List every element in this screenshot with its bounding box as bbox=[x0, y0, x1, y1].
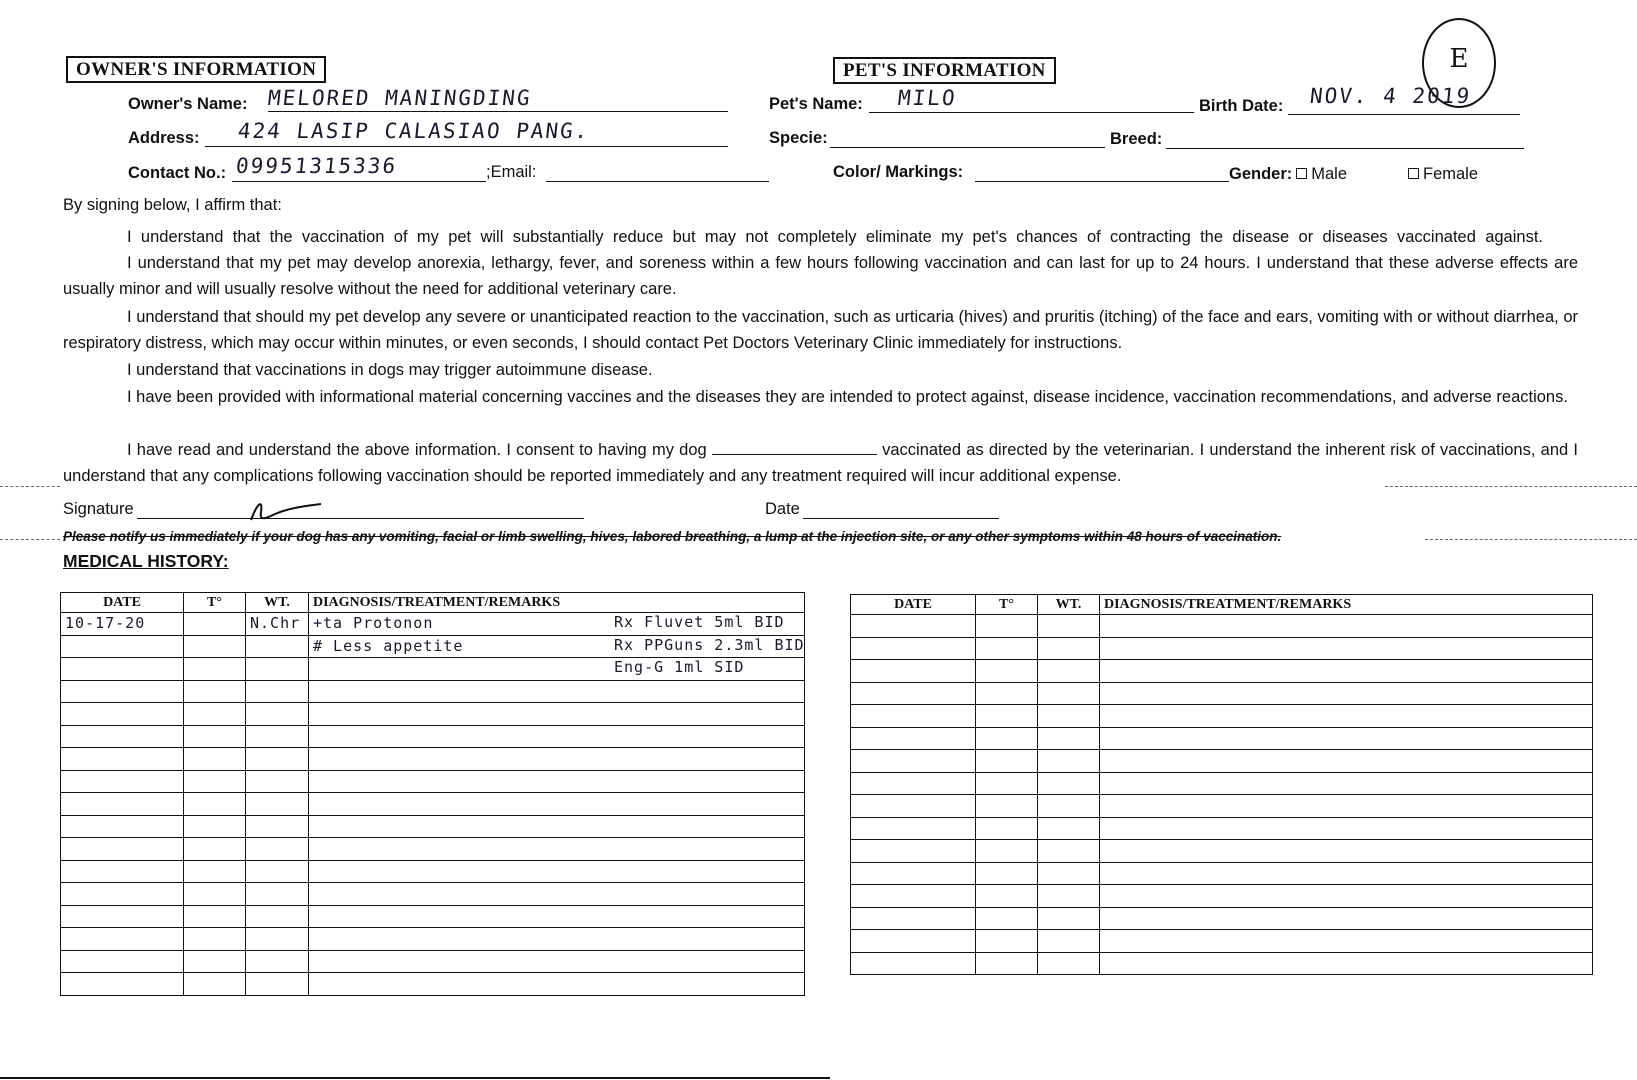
pet-name-line bbox=[869, 112, 1194, 113]
table-cell-date[interactable] bbox=[61, 748, 184, 771]
table-cell-wt[interactable] bbox=[1038, 615, 1100, 638]
table-cell-remarks[interactable] bbox=[309, 770, 805, 793]
pet-info-heading: PET'S INFORMATION bbox=[833, 57, 1056, 84]
table-cell-wt[interactable] bbox=[246, 905, 309, 928]
table-cell-remarks[interactable] bbox=[1100, 727, 1593, 750]
table-row bbox=[851, 682, 1593, 705]
table-row bbox=[851, 885, 1593, 908]
table-cell-remarks[interactable] bbox=[309, 748, 805, 771]
table-cell-wt[interactable] bbox=[1038, 952, 1100, 975]
table-cell-temp[interactable] bbox=[976, 840, 1038, 863]
table-cell-temp[interactable] bbox=[976, 952, 1038, 975]
breed-label: Breed: bbox=[1110, 130, 1163, 148]
female-label: Female bbox=[1423, 165, 1479, 183]
table-cell-date[interactable] bbox=[851, 817, 976, 840]
table-cell-remarks[interactable] bbox=[1100, 772, 1593, 795]
table-row bbox=[851, 705, 1593, 728]
table-cell-temp[interactable] bbox=[976, 795, 1038, 818]
table-cell-remarks[interactable] bbox=[1100, 705, 1593, 728]
col-date: DATE bbox=[61, 593, 184, 613]
table-row bbox=[851, 660, 1593, 683]
table-row bbox=[61, 703, 805, 726]
table-cell-temp[interactable] bbox=[184, 860, 246, 883]
table-cell-wt[interactable] bbox=[246, 838, 309, 861]
table-cell-temp[interactable] bbox=[976, 682, 1038, 705]
table-row bbox=[61, 973, 805, 996]
table-cell-remarks[interactable] bbox=[1100, 637, 1593, 660]
owner-name-line bbox=[268, 111, 728, 112]
handwritten-remarks: # Less appetite bbox=[313, 636, 464, 655]
cut-line-left bbox=[0, 539, 60, 540]
handwritten-date: 10-17-20 bbox=[65, 614, 146, 633]
table-cell-date[interactable] bbox=[851, 885, 976, 908]
table-cell-temp[interactable] bbox=[976, 705, 1038, 728]
table-cell-temp[interactable] bbox=[976, 660, 1038, 683]
table-cell-wt[interactable] bbox=[1038, 885, 1100, 908]
table-cell-remarks[interactable] bbox=[1100, 795, 1593, 818]
owner-name-value[interactable]: MELORED MANINGDING bbox=[266, 86, 533, 110]
table-cell-remarks[interactable] bbox=[1100, 952, 1593, 975]
table-cell-wt[interactable] bbox=[1038, 727, 1100, 750]
color-markings-line[interactable] bbox=[975, 181, 1229, 182]
table-row bbox=[61, 905, 805, 928]
table-cell-wt[interactable] bbox=[246, 680, 309, 703]
table-cell-wt[interactable] bbox=[1038, 840, 1100, 863]
table-cell-temp[interactable] bbox=[976, 615, 1038, 638]
table-cell-date[interactable] bbox=[851, 795, 976, 818]
fold-line-1 bbox=[0, 486, 60, 487]
female-group bbox=[1404, 165, 1478, 184]
table-row bbox=[851, 615, 1593, 638]
gender-label: Gender: bbox=[1229, 165, 1293, 183]
medical-history-table-left bbox=[60, 592, 805, 996]
table-cell-wt[interactable] bbox=[1038, 637, 1100, 660]
table-cell-temp[interactable] bbox=[976, 885, 1038, 908]
table-row bbox=[61, 770, 805, 793]
consent-paragraph-4: I understand that vaccinations in dogs may trigger autoimmune disease. bbox=[127, 361, 653, 379]
table-row bbox=[851, 907, 1593, 930]
table-row bbox=[851, 637, 1593, 660]
handwritten-remarks: +ta Protonon bbox=[313, 614, 434, 633]
table-cell-temp[interactable] bbox=[976, 862, 1038, 885]
consent-paragraph-2: I understand that my pet may develop anorexia, lethargy, fever, and soreness within a few hours following vaccination and can last for up to 24 hours. I understand that these adverse effects are usually minor and will usually resolve without the need for additional veterinary care. bbox=[63, 254, 1578, 298]
table-cell-date[interactable] bbox=[851, 907, 976, 930]
table-cell-wt[interactable] bbox=[246, 725, 309, 748]
contact-label: Contact No.: bbox=[128, 164, 227, 182]
table-cell-temp[interactable] bbox=[976, 727, 1038, 750]
table-cell-date[interactable] bbox=[851, 952, 976, 975]
table-row bbox=[61, 658, 805, 681]
table-cell-remarks[interactable] bbox=[1100, 660, 1593, 683]
table-cell-wt[interactable] bbox=[1038, 862, 1100, 885]
table-cell-wt[interactable] bbox=[246, 703, 309, 726]
signature-mark bbox=[245, 496, 325, 531]
table-cell-temp[interactable] bbox=[184, 838, 246, 861]
male-checkbox[interactable] bbox=[1296, 168, 1307, 179]
table-row bbox=[61, 838, 805, 861]
table-cell-date[interactable] bbox=[851, 750, 976, 773]
col-temp: T° bbox=[184, 593, 246, 613]
table-cell-remarks[interactable] bbox=[309, 973, 805, 996]
table-row bbox=[851, 862, 1593, 885]
table-cell-temp[interactable] bbox=[976, 750, 1038, 773]
table-cell-wt[interactable] bbox=[246, 928, 309, 951]
dog-name-blank[interactable] bbox=[712, 440, 877, 455]
table-cell-date[interactable] bbox=[61, 883, 184, 906]
cut-line-right bbox=[1425, 539, 1637, 540]
table-cell-date[interactable] bbox=[61, 973, 184, 996]
female-checkbox[interactable] bbox=[1408, 168, 1419, 179]
table-cell-wt[interactable] bbox=[246, 635, 309, 658]
col-diagnosis: DIAGNOSIS/TREATMENT/REMARKS bbox=[309, 593, 805, 613]
table-row bbox=[851, 795, 1593, 818]
table-cell-wt[interactable] bbox=[1038, 750, 1100, 773]
email-line[interactable] bbox=[546, 181, 769, 182]
table-cell-temp[interactable] bbox=[976, 817, 1038, 840]
table-row bbox=[61, 635, 805, 658]
table-row bbox=[61, 928, 805, 951]
table-cell-wt[interactable] bbox=[246, 973, 309, 996]
table-cell-remarks[interactable] bbox=[309, 905, 805, 928]
table-cell-temp[interactable] bbox=[184, 725, 246, 748]
table-cell-date[interactable] bbox=[61, 635, 184, 658]
table-cell-temp[interactable] bbox=[184, 748, 246, 771]
table-cell-date[interactable] bbox=[851, 637, 976, 660]
table-row bbox=[851, 840, 1593, 863]
table-cell-date[interactable] bbox=[61, 680, 184, 703]
table-cell-wt[interactable] bbox=[246, 770, 309, 793]
table-cell-remarks[interactable] bbox=[1100, 840, 1593, 863]
table-cell-wt[interactable] bbox=[246, 613, 309, 636]
table-cell-temp[interactable] bbox=[976, 907, 1038, 930]
signature-line[interactable] bbox=[137, 518, 584, 519]
table-cell-temp[interactable] bbox=[184, 680, 246, 703]
table-cell-wt[interactable] bbox=[246, 658, 309, 681]
table-cell-temp[interactable] bbox=[184, 883, 246, 906]
color-markings-label: Color/ Markings: bbox=[833, 163, 964, 181]
table-cell-remarks[interactable] bbox=[1100, 930, 1593, 953]
consent-paragraph-5: I have been provided with informational material concerning vaccines and the diseases they are intended to protect against, disease incidence, vaccination recommendations, and adverse reactions. bbox=[127, 388, 1568, 406]
fold-line-2 bbox=[1385, 486, 1637, 487]
table-cell-wt[interactable] bbox=[1038, 660, 1100, 683]
pet-name-value[interactable]: MILO bbox=[896, 86, 958, 110]
breed-line[interactable] bbox=[1166, 148, 1524, 149]
col-date: DATE bbox=[851, 595, 976, 615]
table-cell-wt[interactable] bbox=[1038, 907, 1100, 930]
table-cell-wt[interactable] bbox=[1038, 795, 1100, 818]
table-cell-remarks[interactable] bbox=[1100, 817, 1593, 840]
date-line[interactable] bbox=[803, 518, 999, 519]
table-cell-remarks[interactable] bbox=[309, 658, 805, 681]
table-cell-date[interactable] bbox=[851, 930, 976, 953]
table-cell-remarks[interactable] bbox=[1100, 885, 1593, 908]
contact-value[interactable]: 09951315336 bbox=[234, 154, 399, 178]
table-cell-date[interactable] bbox=[851, 615, 976, 638]
table-cell-remarks[interactable] bbox=[309, 838, 805, 861]
consent-p6-start: I have read and understand the above information. I consent to having my dog bbox=[127, 441, 707, 459]
table-cell-temp[interactable] bbox=[184, 793, 246, 816]
table-cell-date[interactable] bbox=[61, 725, 184, 748]
bottom-rule bbox=[0, 1077, 830, 1079]
table-cell-temp[interactable] bbox=[184, 703, 246, 726]
table-cell-date[interactable] bbox=[61, 815, 184, 838]
table-cell-date[interactable] bbox=[61, 860, 184, 883]
handwritten-prescription: Eng-G 1ml SID bbox=[614, 658, 745, 676]
table-cell-remarks[interactable] bbox=[1100, 682, 1593, 705]
col-weight: WT. bbox=[1038, 595, 1100, 615]
table-row bbox=[61, 613, 805, 636]
table-cell-date[interactable] bbox=[851, 682, 976, 705]
consent-paragraph-1: I understand that the vaccination of my pet will substantially reduce but may not completely eliminate my pet's chances of contracting the disease or diseases vaccinated against. bbox=[127, 228, 1543, 246]
address-label: Address: bbox=[128, 129, 200, 147]
table-row bbox=[61, 725, 805, 748]
table-row bbox=[851, 952, 1593, 975]
table-row bbox=[851, 930, 1593, 953]
table-row bbox=[851, 772, 1593, 795]
handwritten-prescription: Rx PPGuns 2.3ml BID bbox=[614, 635, 805, 654]
signature-label: Signature bbox=[63, 500, 134, 518]
table-row bbox=[61, 860, 805, 883]
table-cell-date[interactable] bbox=[61, 905, 184, 928]
table-cell-date[interactable] bbox=[61, 613, 184, 636]
table-cell-wt[interactable] bbox=[1038, 930, 1100, 953]
col-weight: WT. bbox=[246, 593, 309, 613]
birth-date-value[interactable]: NOV. 4 2019 bbox=[1308, 84, 1473, 108]
table-cell-remarks[interactable] bbox=[309, 635, 805, 658]
table-cell-date[interactable] bbox=[851, 727, 976, 750]
medical-history-heading: MEDICAL HISTORY: bbox=[63, 551, 229, 571]
table-cell-wt[interactable] bbox=[246, 815, 309, 838]
table-row bbox=[61, 883, 805, 906]
table-cell-wt[interactable] bbox=[1038, 682, 1100, 705]
table-row bbox=[61, 680, 805, 703]
handwritten-prescription: Rx Fluvet 5ml BID bbox=[614, 613, 785, 631]
table-cell-wt[interactable] bbox=[246, 793, 309, 816]
table-row bbox=[851, 817, 1593, 840]
owner-name-label: Owner's Name: bbox=[128, 95, 248, 113]
consent-intro: By signing below, I affirm that: bbox=[63, 196, 282, 214]
table-cell-temp[interactable] bbox=[184, 635, 246, 658]
table-cell-date[interactable] bbox=[61, 928, 184, 951]
corner-mark: E bbox=[1422, 18, 1496, 108]
date-label: Date bbox=[765, 500, 800, 518]
address-line bbox=[205, 146, 728, 147]
address-value[interactable]: 424 LASIP CALASIAO PANG. bbox=[236, 119, 591, 143]
table-cell-temp[interactable] bbox=[976, 637, 1038, 660]
table-cell-temp[interactable] bbox=[184, 950, 246, 973]
table-row bbox=[61, 748, 805, 771]
table-cell-remarks[interactable] bbox=[309, 860, 805, 883]
table-cell-temp[interactable] bbox=[976, 930, 1038, 953]
pet-name-label: Pet's Name: bbox=[769, 95, 863, 113]
table-cell-wt[interactable] bbox=[246, 860, 309, 883]
col-diagnosis: DIAGNOSIS/TREATMENT/REMARKS bbox=[1100, 595, 1593, 615]
table-cell-temp[interactable] bbox=[184, 815, 246, 838]
table-cell-temp[interactable] bbox=[184, 770, 246, 793]
table-cell-remarks[interactable] bbox=[1100, 907, 1593, 930]
table-cell-date[interactable] bbox=[851, 705, 976, 728]
vaccination-notice: Please notify us immediately if your dog has any vomiting, facial or limb swelling, hives, labored breathing, a lump at the injection site, or any other symptoms within 48 hours of vaccination. bbox=[63, 529, 1282, 544]
table-row bbox=[61, 815, 805, 838]
table-row bbox=[61, 950, 805, 973]
table-cell-remarks[interactable] bbox=[309, 703, 805, 726]
table-cell-date[interactable] bbox=[61, 703, 184, 726]
table-cell-temp[interactable] bbox=[184, 928, 246, 951]
table-cell-temp[interactable] bbox=[184, 658, 246, 681]
gender-group bbox=[1229, 165, 1347, 184]
table-cell-date[interactable] bbox=[851, 840, 976, 863]
consent-p6-end: vaccinated as directed by the veterinarian. I understand the inherent risk of vaccinations, and I understand that any complications following vaccination should be reported immediately and any treatment required will incur additional expense. bbox=[63, 441, 1578, 485]
specie-line[interactable] bbox=[830, 147, 1105, 148]
birth-date-line bbox=[1288, 114, 1520, 115]
table-row bbox=[851, 727, 1593, 750]
table-cell-wt[interactable] bbox=[246, 950, 309, 973]
table-cell-remarks[interactable] bbox=[309, 793, 805, 816]
handwritten-wt: N.Chr bbox=[250, 614, 301, 633]
table-cell-remarks[interactable] bbox=[1100, 862, 1593, 885]
table-cell-date[interactable] bbox=[851, 660, 976, 683]
table-cell-wt[interactable] bbox=[246, 883, 309, 906]
col-temp: T° bbox=[976, 595, 1038, 615]
male-label: Male bbox=[1311, 165, 1348, 183]
table-cell-wt[interactable] bbox=[1038, 705, 1100, 728]
table-cell-temp[interactable] bbox=[184, 905, 246, 928]
table-cell-date[interactable] bbox=[61, 793, 184, 816]
specie-label: Specie: bbox=[769, 129, 828, 147]
medical-history-table-right bbox=[850, 594, 1593, 975]
table-cell-temp[interactable] bbox=[976, 772, 1038, 795]
table-cell-remarks[interactable] bbox=[309, 613, 805, 636]
table-row bbox=[851, 750, 1593, 773]
table-cell-date[interactable] bbox=[61, 658, 184, 681]
birth-date-label: Birth Date: bbox=[1199, 97, 1284, 115]
consent-paragraph-6 bbox=[63, 437, 1578, 489]
contact-line bbox=[232, 181, 486, 182]
table-cell-remarks[interactable] bbox=[309, 815, 805, 838]
table-cell-wt[interactable] bbox=[1038, 772, 1100, 795]
table-cell-wt[interactable] bbox=[246, 748, 309, 771]
table-cell-date[interactable] bbox=[61, 838, 184, 861]
table-cell-date[interactable] bbox=[61, 770, 184, 793]
table-cell-date[interactable] bbox=[851, 772, 976, 795]
table-cell-remarks[interactable] bbox=[309, 883, 805, 906]
table-row bbox=[61, 793, 805, 816]
email-label: ;Email: bbox=[486, 163, 537, 181]
table-cell-wt[interactable] bbox=[1038, 817, 1100, 840]
table-cell-remarks[interactable] bbox=[309, 950, 805, 973]
table-cell-remarks[interactable] bbox=[309, 680, 805, 703]
table-cell-remarks[interactable] bbox=[309, 928, 805, 951]
table-cell-date[interactable] bbox=[61, 950, 184, 973]
owner-info-heading: OWNER'S INFORMATION bbox=[66, 56, 326, 83]
table-cell-date[interactable] bbox=[851, 862, 976, 885]
table-cell-remarks[interactable] bbox=[1100, 615, 1593, 638]
table-cell-remarks[interactable] bbox=[1100, 750, 1593, 773]
table-cell-temp[interactable] bbox=[184, 613, 246, 636]
table-cell-remarks[interactable] bbox=[309, 725, 805, 748]
consent-paragraph-3: I understand that should my pet develop any severe or unanticipated reaction to the vaccination, such as urticaria (hives) and pruritis (itching) of the face and ears, vomiting with or without diarrhea, or respiratory distress, which may occur within minutes, or even seconds, I should contact Pet Doctors Veterinary Clinic immediately for instructions. bbox=[63, 308, 1578, 352]
table-cell-temp[interactable] bbox=[184, 973, 246, 996]
